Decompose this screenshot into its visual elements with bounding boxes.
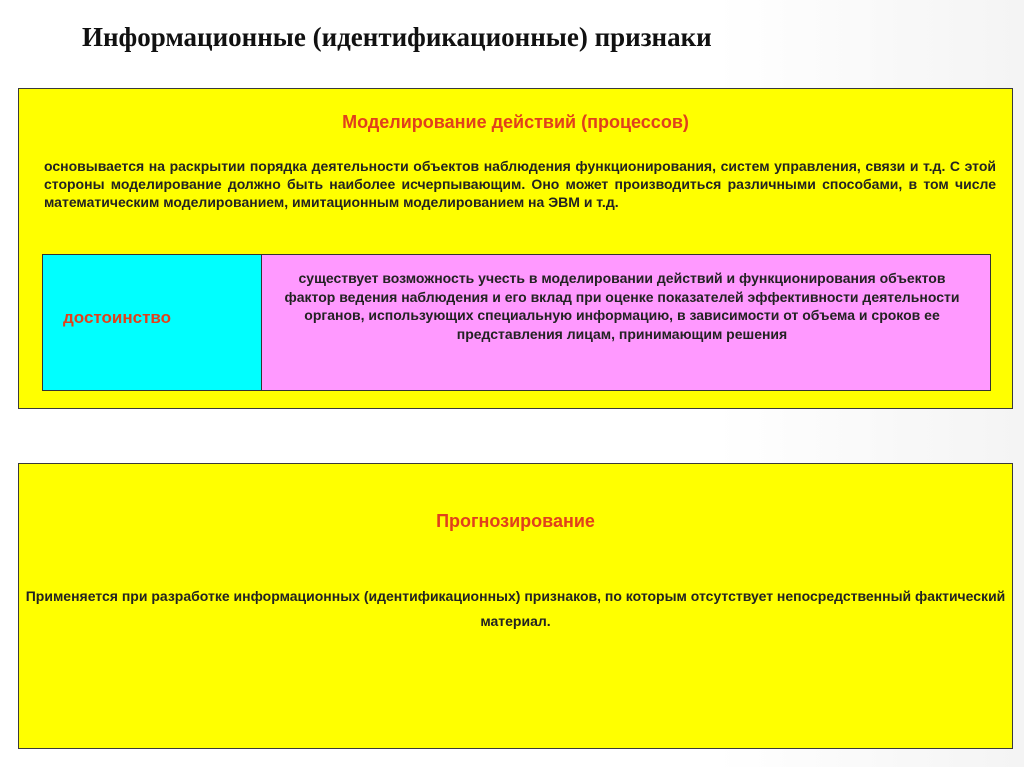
- forecasting-heading: Прогнозирование: [436, 511, 595, 531]
- forecasting-description: Применяется при разработке информационных (идентификационных) признаков, по которым отсутствует непосредственный фактический материал.: [25, 588, 1006, 629]
- advantage-label-cell: [43, 255, 262, 390]
- modeling-panel: [18, 88, 1013, 409]
- forecasting-panel: [18, 463, 1013, 749]
- advantage-label: достоинство: [63, 308, 172, 327]
- slide-title: Информационные (идентификационные) признаки: [82, 22, 712, 52]
- advantage-text: существует возможность учесть в моделировании действий и функционирования объектов фактор ведения наблюдения и его вклад при оценке показателей эффективности деятельности органов, использующих специальную информацию, в зависимости от объема и сроков ее представления лицам, принимающим решения: [284, 270, 960, 342]
- modeling-heading: Моделирование действий (процессов): [342, 112, 689, 132]
- advantage-text-cell: [262, 255, 990, 390]
- modeling-description: основывается на раскрытии порядка деятельности объектов наблюдения функционирования, систем управления, связи и т.д. С этой стороны моделирование должно быть наиболее исчерпывающим. Оно может производиться различными способами, в том числе математическим моделированием, имитационным моделированием на ЭВМ и т.д.: [44, 158, 996, 210]
- advantage-table: [42, 254, 991, 391]
